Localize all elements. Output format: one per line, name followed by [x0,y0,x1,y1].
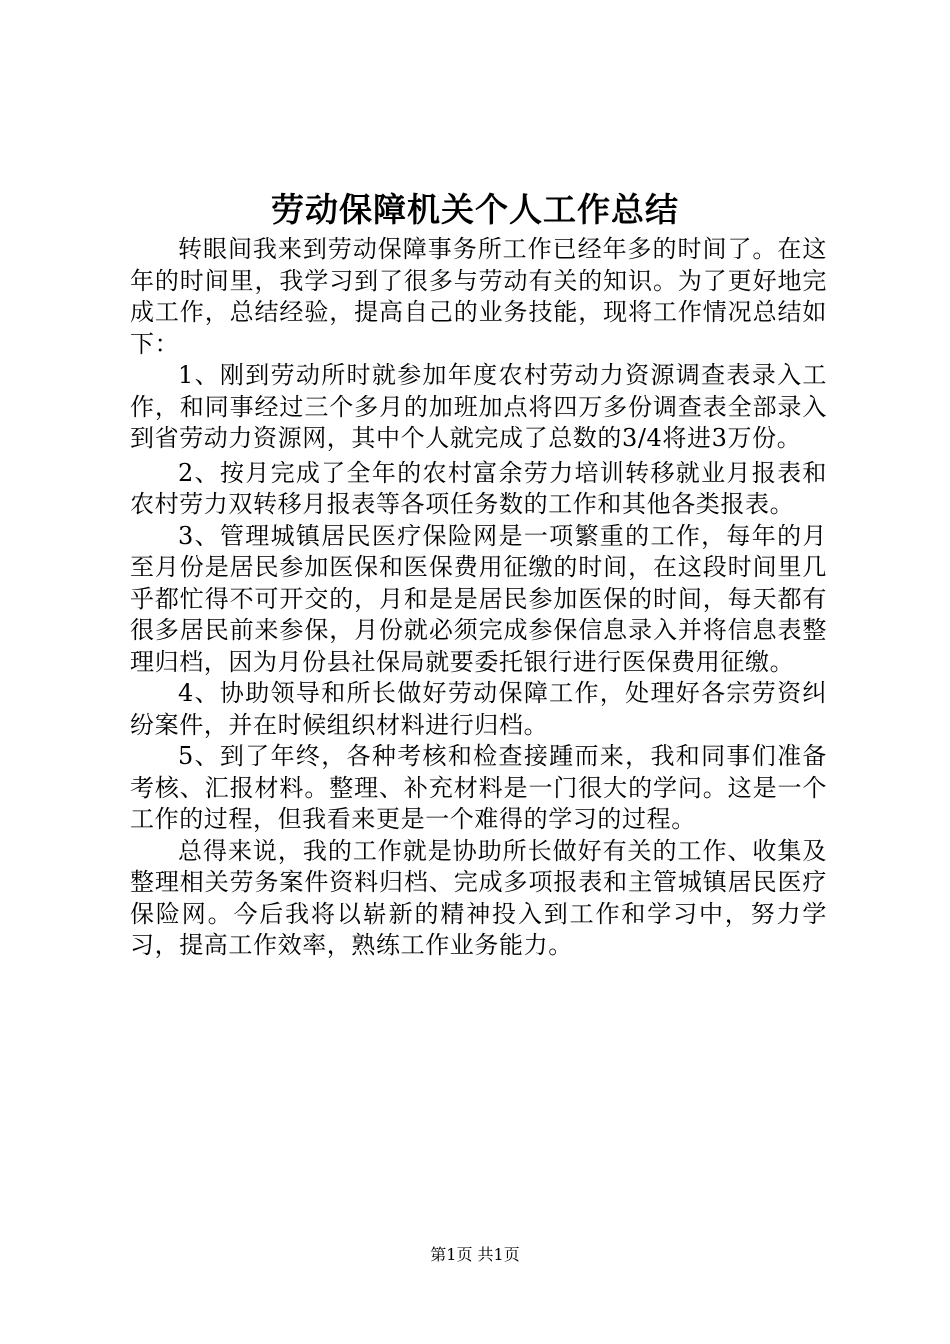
paragraph-item-3: 3、管理城镇居民医疗保险网是一项繁重的工作，每年的月至月份是居民参加医保和医保费用征缴的时间，在这段时间里几乎都忙得不可开交的，月和是是居民参加医保的时间，每天都有很多居民前来参保，月份就必须完成参保信息录入并将信息表整理归档，因为月份县社保局就要委托银行进行医保费用征缴。 [130,521,827,676]
document-title: 劳动保障机关个人工作总结 [271,190,679,229]
page-number-footer: 第1页 共1页 [430,1245,520,1264]
paragraph-item-1: 1、刚到劳动所时就参加年度农村劳动力资源调查表录入工作，和同事经过三个多月的加班加点将四万多份调查表全部录入到省劳动力资源网，其中个人就完成了总数的3/4将进3万份。 [130,361,827,452]
paragraph-intro: 转眼间我来到劳动保障事务所工作已经年多的时间了。在这年的时间里，我学习到了很多与劳动有关的知识。为了更好地完成工作，总结经验，提高自己的业务技能，现将工作情况总结如下： [130,235,827,358]
paragraph-item-4: 4、协助领导和所长做好劳动保障工作，处理好各宗劳资纠纷案件，并在时候组织材料进行归档。 [130,679,827,739]
paragraph-item-5: 5、到了年终，各种考核和检查接踵而来，我和同事们准备考核、汇报材料。整理、补充材料是一门很大的学问。这是一个工作的过程，但我看来更是一个难得的学习的过程。 [130,742,827,833]
document-body [130,234,827,962]
paragraph-conclusion: 总得来说，我的工作就是协助所长做好有关的工作、收集及整理相关劳务案件资料归档、完成多项报表和主管城镇居民医疗保险网。今后我将以崭新的精神投入到工作和学习中，努力学习，提高工作效率，熟练工作业务能力。 [130,836,827,959]
paragraph-item-2: 2、按月完成了全年的农村富余劳力培训转移就业月报表和农村劳力双转移月报表等各项任务数的工作和其他各类报表。 [130,458,827,518]
